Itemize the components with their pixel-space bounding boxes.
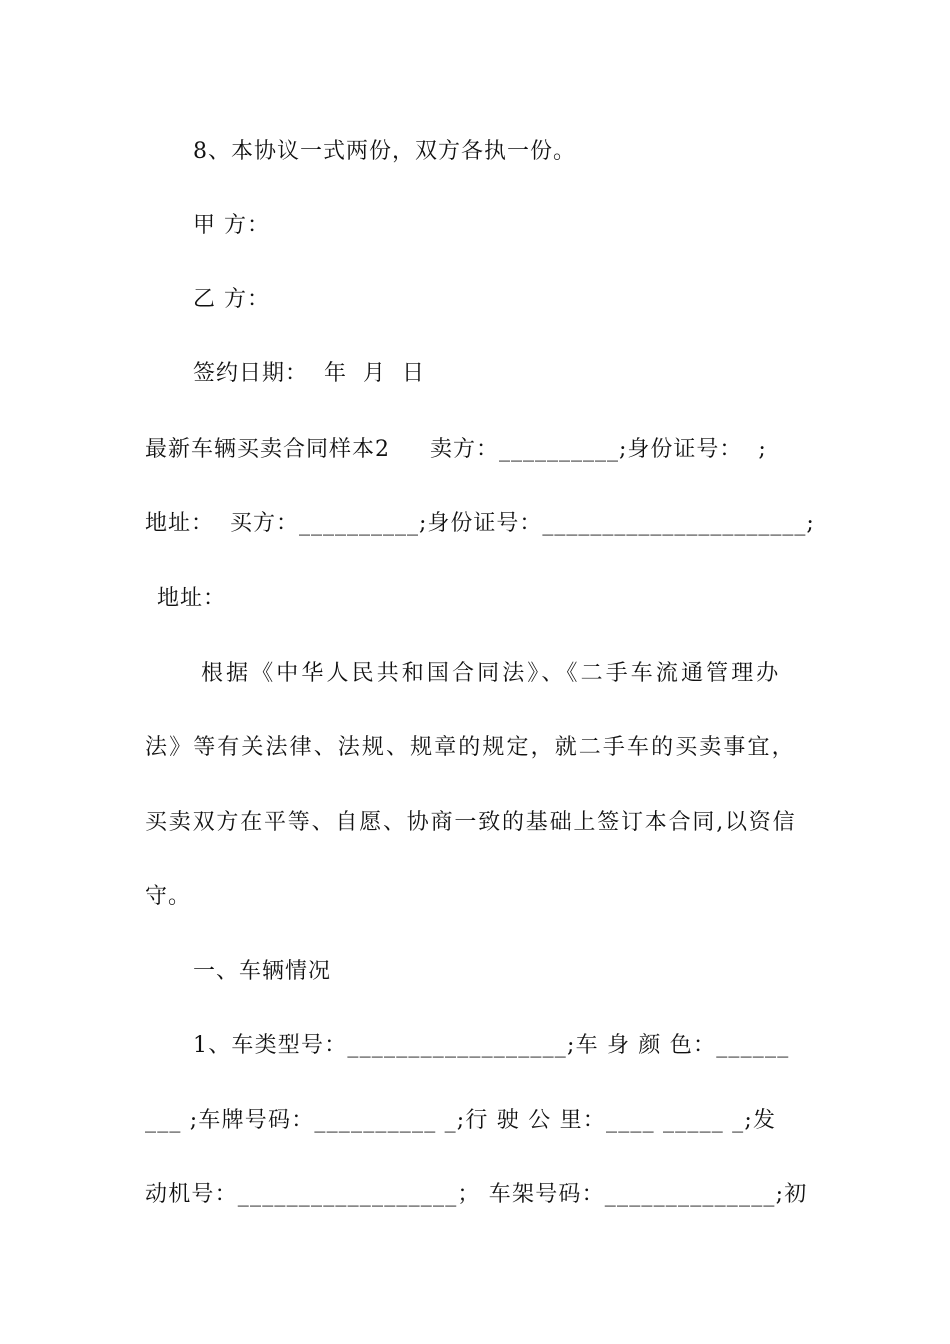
party-b-label: 乙 方： <box>193 287 270 312</box>
vehicle-info-line-1: 1、车类型号：__________________;车 身 颜 色：______ <box>193 1033 790 1058</box>
preamble-line-3: 买卖双方在平等、自愿、协商一致的基础上签订本合同,以资信 <box>145 810 797 835</box>
preamble-line-2: 法》等有关法律、法规、规章的规定，就二手车的买卖事宜， <box>145 735 796 760</box>
signing-date-line: 签约日期： 年 月 日 <box>193 361 425 386</box>
vehicle-info-line-2: ___ ;车牌号码：__________ _;行 驶 公 里：____ _____ _;发 <box>145 1108 777 1133</box>
clause-8-copies: 8、本协议一式两份，双方各执一份。 <box>193 139 576 164</box>
party-a-label: 甲 方： <box>193 213 270 238</box>
section-vehicle-heading: 一、车辆情况 <box>193 959 332 984</box>
address-line: 地址： <box>157 586 227 611</box>
contract-title-seller-line: 最新车辆买卖合同样本2 卖方：__________;身份证号： ; <box>145 437 767 462</box>
vehicle-info-line-3: 动机号：__________________； 车架号码：______________;初 <box>145 1182 808 1207</box>
preamble-line-1: 根据《中华人民共和国合同法》、《二手车流通管理办 <box>201 661 782 686</box>
preamble-line-4: 守。 <box>145 884 192 909</box>
address-buyer-line: 地址： 买方：__________;身份证号：______________________; <box>145 511 815 536</box>
